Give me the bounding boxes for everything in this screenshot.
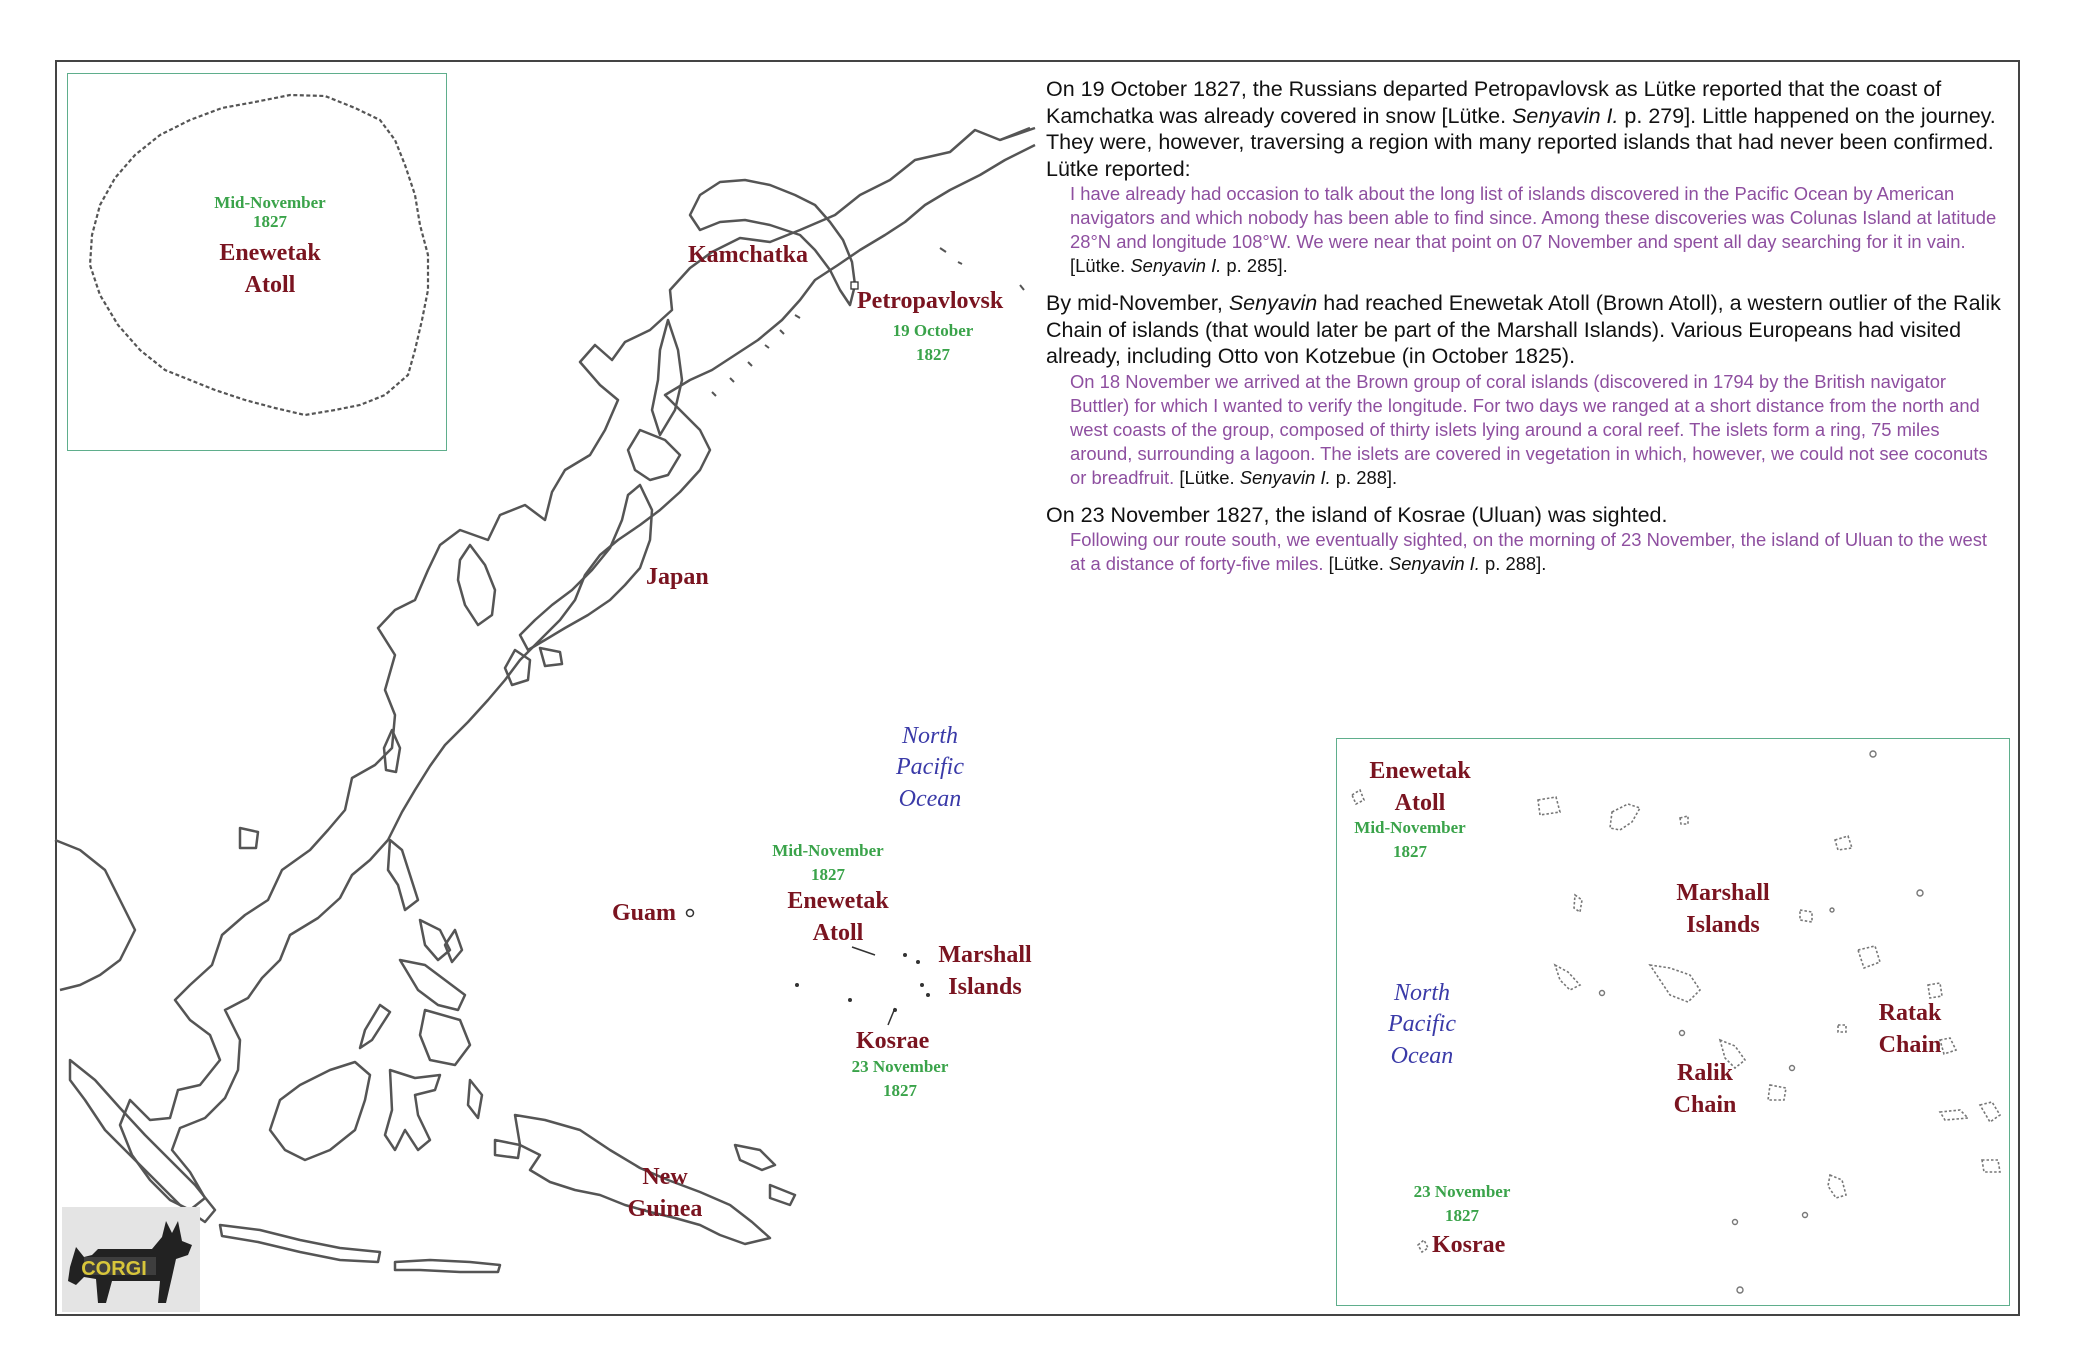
date-line: Mid-November	[214, 193, 326, 212]
date-line: 1827	[811, 864, 845, 884]
label-north-pacific-ocean	[880, 723, 980, 812]
place-line: Islands	[1686, 912, 1760, 939]
narrative-text: had reached Enewetak Atoll (Brown Atoll), a western outlier of the Ralik Chain of islands (that would later be part of the Marshall Islands). Various Europeans had visited already, including Otto von Kotzebue (in October 1825).	[1046, 291, 2001, 368]
place-line: Chain	[1673, 1092, 1737, 1119]
ocean-line: North	[901, 723, 958, 749]
logo-text: CORGI	[81, 1258, 147, 1280]
citation-text: p. 288].	[1330, 466, 1398, 488]
citation-text: [Lütke.	[1323, 553, 1389, 574]
narrative-text: On 19 October 1827, the Russians departed Petropavlovsk as Lütke reported that the coast of Kamchatka was already covered in snow [Lütke.	[1046, 77, 1942, 128]
place-line: Enewetak	[787, 888, 889, 914]
philippines-coast	[388, 840, 418, 910]
corgi-icon	[62, 1207, 200, 1312]
ocean-line: Ocean	[1390, 1042, 1454, 1069]
date-line: 1827	[883, 1080, 917, 1100]
atoll-inset-date	[175, 194, 365, 231]
date-line: 1827	[1445, 1205, 1479, 1225]
inset-label-enewetak-date	[1335, 819, 1485, 861]
place-line: Atoll	[1394, 790, 1446, 817]
place-line: Enewetak	[219, 240, 321, 266]
citation-text: [Lütke.	[1070, 255, 1131, 276]
narrative-paragraph-1	[1046, 76, 2006, 182]
quote-text: Following our route south, we eventually sighted, on the morning of 23 November, the island of Uluan to the west at a distance of forty-five miles.	[1070, 529, 1987, 574]
date-line: 19 October	[892, 321, 974, 340]
sakhalin-coast	[652, 320, 682, 435]
inset-label-kosrae-date	[1392, 1183, 1532, 1225]
narrative-text: By mid-November,	[1046, 291, 1229, 315]
place-line: New	[642, 1164, 688, 1190]
place-line: Marshall	[1676, 880, 1770, 906]
citation-text: p. 285].	[1221, 255, 1288, 276]
book-title: Senyavin I.	[1512, 103, 1619, 128]
book-title: Senyavin I.	[1388, 553, 1480, 574]
label-new-guinea	[610, 1164, 720, 1223]
guam-marker	[687, 910, 694, 917]
sulawesi-coast	[385, 1070, 440, 1150]
ocean-line: Pacific	[896, 754, 964, 781]
quote-2	[1070, 370, 2006, 490]
citation	[1070, 255, 1288, 276]
place-line: Atoll	[812, 920, 864, 947]
label-japan: Japan	[646, 564, 709, 590]
label-enewetak-date	[748, 842, 908, 884]
narrative-text: On 23 November 1827, the island of Kosrae (Uluan) was sighted.	[1046, 502, 1668, 527]
label-kosrae-date	[830, 1058, 970, 1100]
label-petropavlovsk-date	[868, 322, 998, 364]
inset-label-ralik-chain	[1655, 1060, 1755, 1119]
hokkaido-coast	[628, 430, 680, 480]
place-line: Enewetak	[1369, 758, 1471, 784]
place-line: Chain	[1878, 1032, 1942, 1059]
narrative-paragraph-3	[1046, 502, 2006, 529]
place-line: Marshall	[938, 942, 1032, 968]
citation-text: p. 288].	[1479, 553, 1547, 574]
narrative-panel	[1046, 76, 2006, 588]
label-enewetak-atoll	[768, 888, 908, 947]
citation-text: [Lütke.	[1174, 466, 1240, 488]
date-line: 1827	[1393, 841, 1427, 861]
citation	[1323, 553, 1546, 574]
place-line: Islands	[948, 974, 1022, 1001]
quote-text: I have already had occasion to talk about the long list of islands discovered in the Pacific Ocean by American navigators and which nobody has been able to find since. Among these discoveries was Colunas Island at latitude 28°N and longitude 108°W. We were near that point on 07 November and spent all day searching for it in vain.	[1070, 183, 1997, 252]
place-line: Guinea	[627, 1196, 703, 1223]
ocean-line: North	[1393, 980, 1450, 1006]
date-line: 1827	[253, 211, 287, 231]
label-petropavlovsk: Petropavlovsk	[857, 288, 1004, 314]
label-marshall-islands	[930, 942, 1040, 1001]
place-line: Ralik	[1676, 1060, 1733, 1086]
narrative-text: p. 279]. Little happened on the journey. They were, however, traversing a region with many reported islands that had never been confirmed. Lütke reported:	[1046, 103, 1996, 181]
inset-label-north-pacific-ocean	[1372, 980, 1472, 1069]
inset-label-kosrae: Kosrae	[1432, 1232, 1506, 1258]
quote-text: On 18 November we arrived at the Brown group of coral islands (discovered in 1794 by the British navigator Buttler) for which I wanted to verify the longitude. For two days we ranged at a short distance from the north and west coasts of the group, composed of thirty islets lying around a coral reef. The islets form a ring, 75 miles around, surrounding a lagoon. The islets are covered in vegetation in which, however, we could not see coconuts or breadfruit.	[1070, 370, 1988, 488]
inset-label-enewetak	[1360, 758, 1480, 817]
sumatra-coast	[70, 1060, 215, 1222]
book-title: Senyavin I.	[1239, 466, 1331, 488]
date-line: 23 November	[1413, 1182, 1511, 1201]
date-line: 23 November	[851, 1057, 949, 1076]
label-kamchatka: Kamchatka	[688, 242, 808, 268]
place-line: Ratak	[1878, 1000, 1942, 1026]
inset-label-marshall-islands	[1668, 880, 1778, 939]
ocean-line: Ocean	[898, 785, 962, 812]
quote-3	[1070, 528, 2006, 576]
inset-label-ratak-chain	[1860, 1000, 1960, 1059]
narrative-paragraph-2	[1046, 290, 2006, 370]
ship-name: Senyavin	[1228, 291, 1318, 315]
place-line: Atoll	[244, 272, 296, 299]
label-kosrae: Kosrae	[856, 1028, 930, 1054]
borneo-coast	[270, 1062, 370, 1160]
korea-coast	[458, 545, 495, 625]
corgi-logo	[62, 1207, 200, 1312]
label-guam: Guam	[612, 900, 677, 926]
book-title: Senyavin I.	[1130, 255, 1222, 276]
ocean-line: Pacific	[1388, 1011, 1456, 1038]
date-line: 1827	[916, 344, 950, 364]
atoll-inset-name	[175, 240, 365, 299]
date-line: Mid-November	[772, 841, 884, 860]
honshu-coast	[520, 485, 652, 650]
quote-1	[1070, 182, 2006, 278]
date-line: Mid-November	[1354, 818, 1466, 837]
citation	[1174, 467, 1397, 488]
